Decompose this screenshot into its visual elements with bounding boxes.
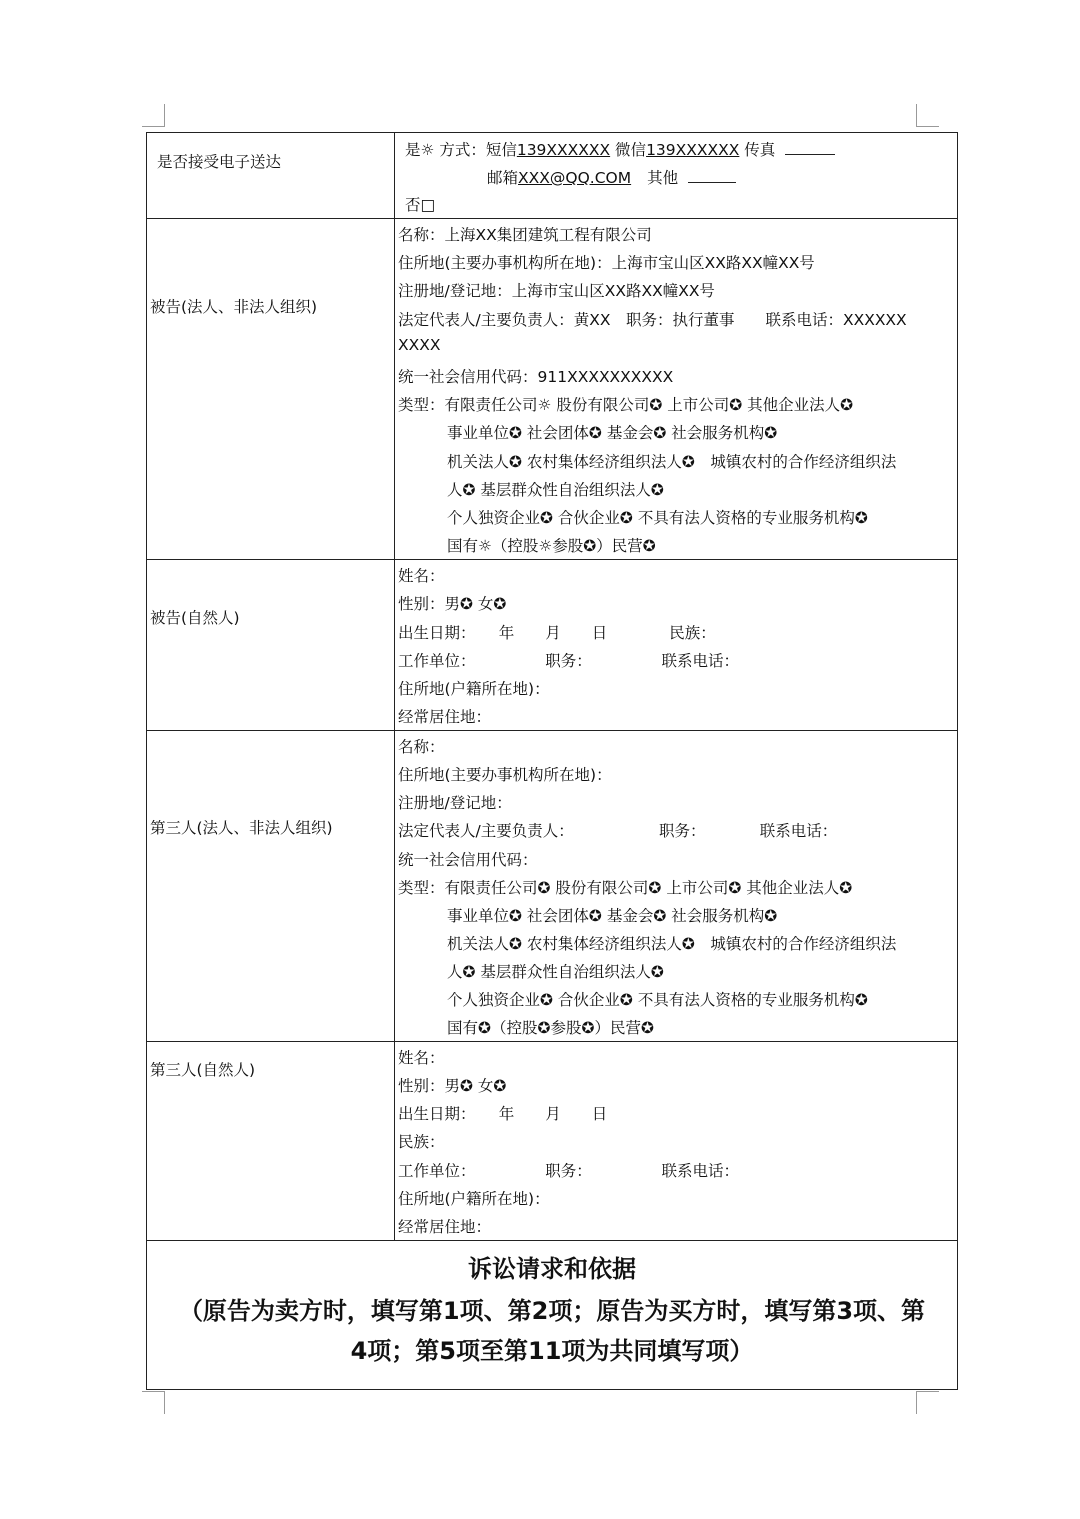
- corner-mark-top-right: [916, 104, 939, 127]
- org-name-line: 名称：: [398, 738, 445, 756]
- fax-blank: [785, 142, 835, 155]
- other-label: 其他: [647, 169, 679, 187]
- corner-mark-bottom-left: [142, 1391, 165, 1414]
- row-electronic-service: [147, 133, 957, 219]
- person-gender-line: 性别：男✪ 女✪: [398, 595, 507, 613]
- org-type-line: 机关法人✪ 农村集体经济组织法人✪ 城镇农村的合作经济组织法: [447, 453, 897, 471]
- person-gender-line: 性别：男✪ 女✪: [398, 1077, 507, 1095]
- row-claims-header: [147, 1241, 957, 1389]
- org-credit-code-line: 统一社会信用代码：: [398, 851, 538, 869]
- org-registration-line: 注册地/登记地：上海市宝山区XX路XX幢XX号: [398, 282, 715, 300]
- yes-option[interactable]: 是☼ 方式：短信: [405, 141, 517, 159]
- person-name-line: 姓名：: [398, 1049, 445, 1067]
- org-type-line: 类型：有限责任公司✪ 股份有限公司✪ 上市公司✪ 其他企业法人✪: [398, 879, 853, 897]
- org-address-line: 住所地(主要办事机构所在地)：: [398, 766, 612, 784]
- org-registration-line: 注册地/登记地：: [398, 794, 512, 812]
- row-third-party-org: [147, 731, 957, 1042]
- label-cell: [147, 731, 395, 1041]
- sms-number: 139XXXXXX: [516, 141, 611, 159]
- person-birth-line: 出生日期： 年 月 日: [398, 1105, 608, 1123]
- person-address-line: 住所地(户籍所在地)：: [398, 1190, 550, 1208]
- org-type-line: 机关法人✪ 农村集体经济组织法人✪ 城镇农村的合作经济组织法: [447, 935, 897, 953]
- claims-title: 诉讼请求和依据: [468, 1255, 636, 1283]
- row-third-party-person: [147, 1042, 957, 1241]
- person-birth-line: 出生日期： 年 月 日 民族：: [398, 624, 716, 642]
- row-label: 第三人(自然人): [150, 1061, 256, 1079]
- email-line: [487, 166, 736, 188]
- other-blank: [688, 170, 736, 183]
- person-ethnicity-line: 民族：: [398, 1133, 445, 1151]
- org-type-line: 个人独资企业✪ 合伙企业✪ 不具有法人资格的专业服务机构✪: [447, 509, 868, 527]
- claims-subtitle-line-1: （原告为卖方时，填写第1项、第2项；原告为买方时，填写第3项、第: [178, 1297, 926, 1325]
- org-representative-line: 法定代表人/主要负责人： 职务： 联系电话：: [398, 822, 838, 840]
- label-cell: [147, 1042, 395, 1240]
- person-work-line: 工作单位： 职务： 联系电话：: [398, 652, 740, 670]
- value-cell: [395, 219, 957, 559]
- person-residence-line: 经常居住地：: [398, 708, 492, 726]
- org-type-line: 人✪ 基层群众性自治组织法人✪: [447, 481, 664, 499]
- person-residence-line: 经常居住地：: [398, 1218, 492, 1236]
- org-credit-code-line: 统一社会信用代码：911XXXXXXXXXX: [398, 368, 674, 386]
- row-label: 被告(自然人): [150, 609, 240, 627]
- org-name-line: 名称：上海XX集团建筑工程有限公司: [398, 226, 652, 244]
- org-representative-line: 法定代表人/主要负责人：黄XX 职务：执行董事 联系电话：XXXXXX: [398, 311, 907, 329]
- org-type-line: 类型：有限责任公司☼ 股份有限公司✪ 上市公司✪ 其他企业法人✪: [398, 396, 854, 414]
- wechat-label: 微信: [610, 141, 647, 159]
- row-label: 被告(法人、非法人组织): [150, 298, 318, 316]
- no-option[interactable]: 否□: [405, 196, 436, 214]
- org-ownership-line: 国有✪（控股✪参股✪）民营✪: [447, 1019, 654, 1037]
- row-label: 是否接受电子送达: [157, 153, 282, 171]
- email-label: 邮箱: [487, 169, 519, 187]
- corner-mark-top-left: [142, 104, 165, 127]
- label-cell: [147, 219, 395, 559]
- org-type-line: 人✪ 基层群众性自治组织法人✪: [447, 963, 664, 981]
- label-cell: [147, 560, 395, 730]
- label-cell: [147, 133, 395, 218]
- person-name-line: 姓名：: [398, 567, 445, 585]
- fax-label: 传真: [739, 141, 776, 159]
- row-defendant-org: [147, 219, 957, 560]
- corner-mark-bottom-right: [916, 1391, 939, 1414]
- service-method-line: [405, 138, 835, 160]
- value-cell: [395, 1042, 957, 1240]
- complaint-form-table: [146, 132, 958, 1390]
- person-work-line: 工作单位： 职务： 联系电话：: [398, 1162, 740, 1180]
- org-type-line: 个人独资企业✪ 合伙企业✪ 不具有法人资格的专业服务机构✪: [447, 991, 868, 1009]
- value-cell: [395, 133, 957, 218]
- org-address-line: 住所地(主要办事机构所在地)：上海市宝山区XX路XX幢XX号: [398, 254, 815, 272]
- claims-subtitle-line-2: 4项；第5项至第11项为共同填写项）: [350, 1337, 754, 1365]
- wechat-number: 139XXXXXX: [646, 141, 740, 159]
- value-cell: [395, 560, 957, 730]
- org-ownership-line: 国有☼（控股☼参股✪）民营✪: [447, 537, 656, 555]
- row-label: 第三人(法人、非法人组织): [150, 819, 333, 837]
- email-value: XXX@QQ.COM: [518, 169, 632, 187]
- org-type-line: 事业单位✪ 社会团体✪ 基金会✪ 社会服务机构✪: [447, 907, 778, 925]
- person-address-line: 住所地(户籍所在地)：: [398, 680, 550, 698]
- value-cell: [395, 731, 957, 1041]
- org-phone-continued: XXXX: [398, 336, 441, 354]
- org-type-line: 事业单位✪ 社会团体✪ 基金会✪ 社会服务机构✪: [447, 424, 778, 442]
- row-defendant-person: [147, 560, 957, 731]
